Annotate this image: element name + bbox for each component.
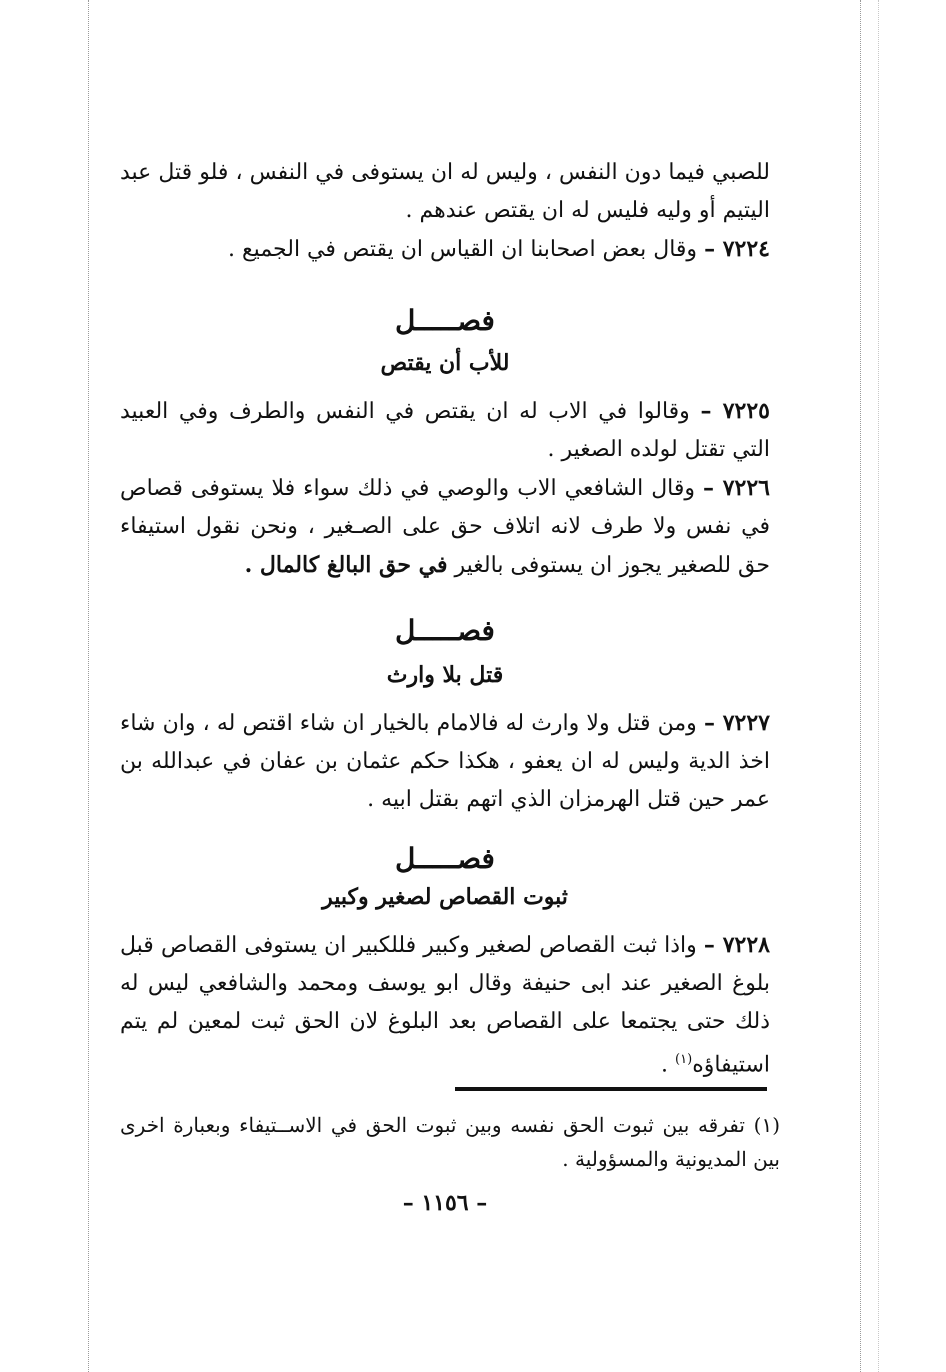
paragraph-number: ٧٢٢٤ – [704,236,770,262]
continuation-text: للصبي فيما دون النفس ، وليس له ان يستوفى في النفس ، فلو قتل عبد اليتيم أو وليه فليس له ان يقتص عندهم . [120,160,770,223]
paragraph-number: ٧٢٢٥ – [700,398,770,424]
footnote [120,1108,780,1176]
paragraph-end: . [661,1052,676,1078]
paragraph-7226 [120,469,770,585]
paragraph-text: واذا ثبت القصاص لصغير وكبير فللكبير ان يستوفى القصاص قبل بلوغ الصغير عند ابى حنيفة وقال ابو يوسف ومحمد والشافعي ليس له ذلك حتى يجتمعا على القصاص بعد البلوغ لان الحق ثبت لمعين لم يتم استيفاؤه [120,933,770,1078]
paragraph-number: ٧٢٢٨ – [703,932,770,958]
paragraph-text: ومن قتل ولا وارث له فالامام بالخيار ان شاء اقتص له ، وان شاء اخذ الدية وليس له ان يعفو ، هكذا حكم عثمان بن عفان في عبدالله بن عمر حين قتل الهرمزان الذي اتهم بقتل ابيه . [120,711,770,812]
section-subheading: للأب أن يقتص [380,350,510,376]
section1-body [120,392,770,585]
paragraph-7224 [120,230,770,269]
footnote-divider [455,1087,767,1091]
continuation-paragraph [120,154,770,230]
scan-edge-right-outer [878,0,879,1372]
section-heading: فصـــــل [395,304,495,337]
section2-body [120,704,770,819]
continuation-block [120,154,770,269]
section-subheading: قتل بلا وارث [386,662,504,688]
footnote-text: (١) تفرقه بين ثبوت الحق نفسه وبين ثبوت الحق في الاســتيفاء وبعبارة اخرى بين المديونية والمسؤولية . [120,1113,780,1171]
footnote-marker: (١) [675,1052,693,1067]
paragraph-emphasis: في حق البالغ كالمال . [244,552,448,578]
section-heading: فصـــــل [395,842,495,875]
page-number: – ١١٥٦ – [402,1190,488,1216]
section-heading: فصـــــل [395,614,495,647]
paragraph-7228 [120,926,770,1084]
paragraph-7227 [120,704,770,819]
paragraph-number: ٧٢٢٧ – [703,710,770,736]
paragraph-text: وقال بعض اصحابنا ان القياس ان يقتص في الجميع . [227,237,698,262]
paragraph-number: ٧٢٢٦ – [703,475,770,501]
scan-edge-left [88,0,89,1372]
paragraph-7225 [120,392,770,469]
paragraph-text: وقالوا في الاب له ان يقتص في النفس والطرف وفي العبيد التي تقتل لولده الصغير . [120,399,770,462]
section-subheading: ثبوت القصاص لصغير وكبير [322,884,568,910]
paragraph-text: وقال الشافعي الاب والوصي في ذلك سواء فلا يستوفى قصاص في نفس ولا طرف لانه اتلاف حق على الصـغير ، ونحن نقول استيفاء حق للصغير يجوز ان يستوفى بالغير [120,476,770,578]
scan-edge-right [860,0,861,1372]
section3-body [120,926,770,1084]
